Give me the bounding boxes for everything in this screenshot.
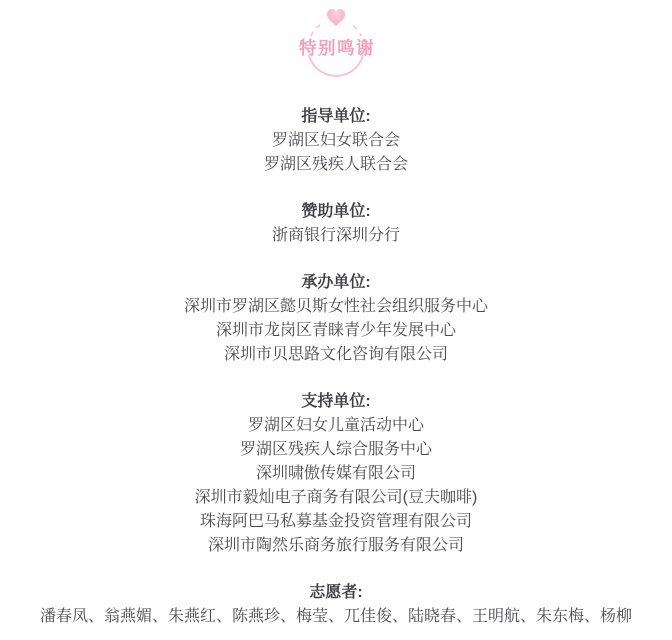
section-items (0, 414, 672, 558)
badge-graphic (266, 2, 406, 102)
credit-section (0, 390, 672, 558)
special-thanks-badge (266, 2, 406, 102)
section-title: 支持单位: (301, 393, 371, 410)
section-items (0, 605, 672, 629)
section-item: 罗湖区妇女联合会 (271, 132, 400, 149)
credit-section (0, 200, 672, 248)
section-item: 浙商银行深圳分行 (271, 227, 400, 244)
section-item: 罗湖区残疾人综合服务中心 (239, 441, 432, 458)
credit-section (0, 581, 672, 629)
credit-section (0, 105, 672, 177)
section-item: 罗湖区妇女儿童活动中心 (247, 417, 424, 434)
section-title: 志愿者: (309, 584, 363, 601)
section-item: 深圳市贝思路文化咨询有限公司 (223, 346, 448, 363)
section-item: 潘春凤、翁燕媚、朱燕红、陈燕珍、梅莹、兀佳俊、陆晓春、王明航、朱东梅、杨柳 (39, 608, 632, 625)
badge-title: 特别鸣谢 (299, 38, 375, 58)
section-title: 承办单位: (301, 274, 371, 291)
section-item: 深圳市陶然乐商务旅行服务有限公司 (207, 537, 464, 554)
section-item: 深圳市龙岗区青睐青少年发展中心 (215, 322, 456, 339)
credits-sections (0, 105, 672, 629)
section-item: 珠海阿巴马私募基金投资管理有限公司 (199, 513, 472, 530)
section-item: 深圳市毅灿电子商务有限公司(豆夫咖啡) (194, 489, 478, 506)
section-item: 深圳市罗湖区懿贝斯女性社会组织服务中心 (183, 298, 488, 315)
section-items (0, 129, 672, 177)
section-title: 指导单位: (301, 108, 371, 125)
credit-section (0, 271, 672, 367)
section-items (0, 224, 672, 248)
section-title: 赞助单位: (301, 203, 371, 220)
section-item: 罗湖区残疾人联合会 (263, 156, 408, 173)
section-item: 深圳啸傲传媒有限公司 (255, 465, 416, 482)
section-items (0, 295, 672, 367)
